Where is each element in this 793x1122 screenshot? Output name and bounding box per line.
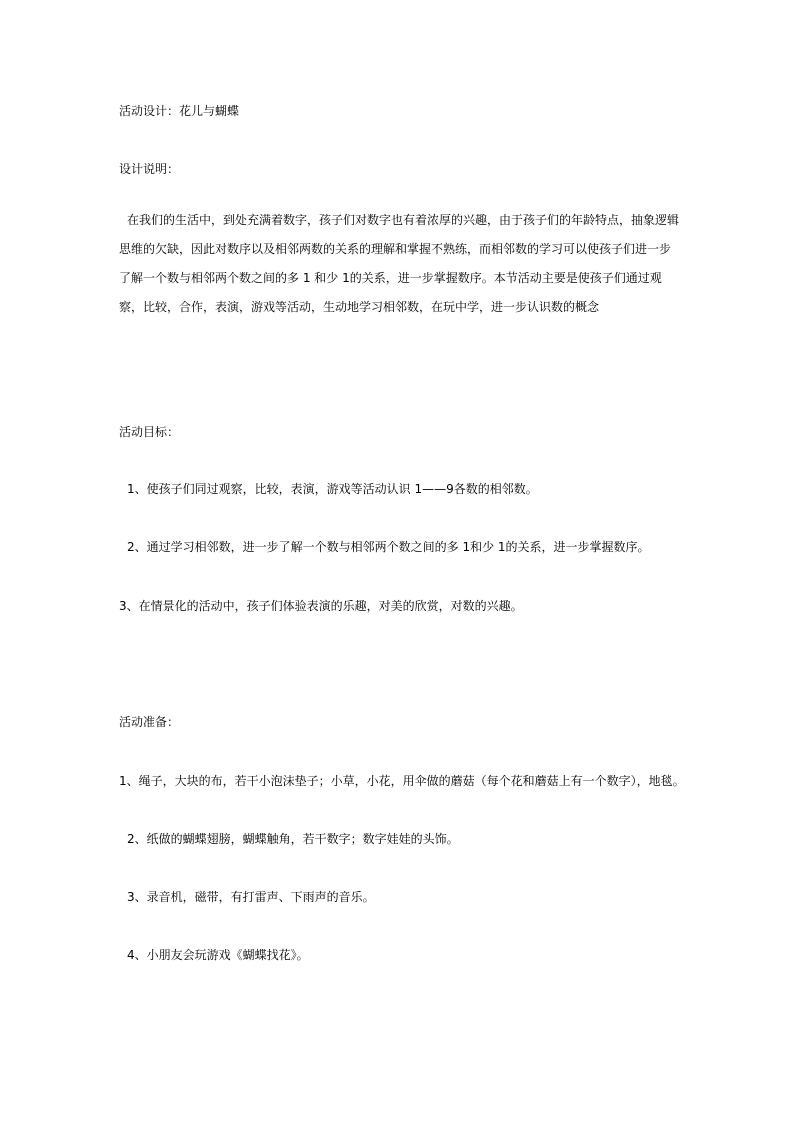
prep-heading: 活动准备： (119, 715, 180, 729)
goal-item: 2、通过学习相邻数，进一步了解一个数与相邻两个数之间的多 1和少 1的关系，进一步掌握数序。 (127, 540, 650, 554)
design-paragraph: 在我们的生活中，到处充满着数字，孩子们对数字也有着浓厚的兴趣，由于孩子们的年龄特点，抽象逻辑思维的欠缺，因此对数序以及相邻两数的关系的理解和掌握不熟练，而相邻数的学习可以使孩子们进一步了解一个数与相邻两个数之间的多 1 和少 1的关系，进一步掌握数序。本节活动主要是使孩子们通过观察，比较，合作，表演，游戏等活动，生动地学习相邻数，在玩中学，进一步认识数的概念 (119, 213, 680, 314)
prep-item: 2、纸做的蝴蝶翅膀，蝴蝶触角，若干数字；数字娃娃的头饰。 (127, 832, 459, 846)
prep-item: 4、小朋友会玩游戏《蝴蝶找花》。 (127, 948, 309, 962)
goals-heading: 活动目标： (119, 425, 180, 439)
prep-item: 1、绳子，大块的布，若干小泡沫垫子；小草，小花，用伞做的蘑菇（每个花和蘑菇上有一个数字），地毯。 (119, 774, 685, 788)
prep-item: 3、录音机，磁带，有打雷声、下雨声的音乐。 (127, 890, 375, 904)
goal-item: 1、使孩子们同过观察，比较，表演，游戏等活动认识 1——9各数的相邻数。 (127, 482, 538, 496)
document-title: 活动设计：花儿与蝴蝶 (119, 104, 240, 118)
goal-item: 3、在情景化的活动中，孩子们体验表演的乐趣，对美的欣赏，对数的兴趣。 (119, 599, 523, 613)
design-heading: 设计说明： (119, 162, 180, 176)
